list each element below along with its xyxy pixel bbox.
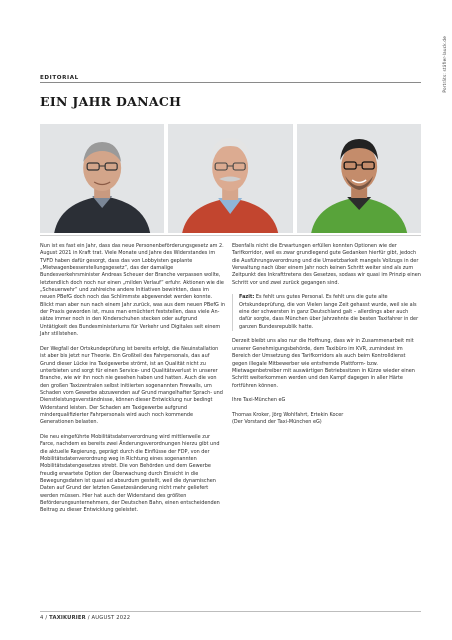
page-footer bbox=[40, 615, 130, 621]
page-number: 4 / bbox=[40, 615, 48, 621]
magazine-name: TAXIKURIER bbox=[49, 615, 86, 621]
paragraph: Derzeit bleibt uns also nur die Hoffnung, dass wir in Zusammenarbeit mit unserer Genehmigungsbehörde, dem Taxibüro im KVR, zumindest im Bereich der Umsetzung des Tarifkorridors als auch beim Kontrolldienst gegen illegale Mitbewerber wie entsfremde Plattform- bzw. Mietwagenbetreiber mit auswärtigen Betriebssitzen in Kürze wieder einen Schritt weiterkommen werden und den Kampf dagegen in aller Härte fortführen können. bbox=[232, 338, 415, 389]
portrait-row bbox=[40, 124, 421, 233]
signature-names: Thomas Kroker, Jörg Wohlfahrt, Ertekin Kocer bbox=[232, 411, 344, 418]
portrait-3-image bbox=[297, 124, 421, 233]
portrait-1 bbox=[40, 124, 164, 233]
paragraph: Nun ist es fast ein Jahr, dass das neue Personenbeförderungsgesetz am 2. August 2021 in Kraft trat. Viele Monate und Jahre des Widerstandes im TVFD haben dafür gesorgt, dass das von Lobbyisten geplante „Mietwagenbesserstellungsgesetz“, das der damalige Bundesverkehrsminister Andreas Scheuer der Branche verpassen wollte, letztendlich doch noch nur einen „milden Verlauf“ erfuhr. Aktionen wie die „Scheuerwehr“ und zahlreiche andere Initiativen bewirkten, dass im neuen PBefG doch noch das Schlimmste abgewendet werden konnte. Blickt man aber nun nach einem Jahr zurück, was aus dem neuen PBefG in der Praxis geworden ist, muss man ernüchtert feststellen, dass viele Ansätze immer noch in den Kinderschuhen stecken oder aufgrund Untätigkeit des Bundesministeriums für Verkehr und Digitales seit einem Jahr stillstehen. bbox=[40, 243, 225, 338]
right-column bbox=[232, 243, 421, 427]
issue-date: / AUGUST 2022 bbox=[87, 615, 131, 621]
portrait-3 bbox=[297, 124, 421, 233]
photo-credit: Porträts: stäfler-lauck.de bbox=[442, 36, 447, 93]
section-rubric: EDITORIAL bbox=[40, 75, 79, 81]
left-column bbox=[40, 243, 225, 522]
rubric-rule bbox=[40, 82, 421, 83]
footer-rule bbox=[40, 611, 421, 612]
signature-role: (Der Vorstand der Taxi-München eG) bbox=[232, 419, 322, 426]
paragraph: Ebenfalls nicht die Erwartungen erfüllen konnten Optionen wie der Tarifkorridor, weil es zwar grundlegend gute Gedanken hierfür gibt, jedoch die Ausführungsverordnung und die Umsetzbarkeit mangels Vollzugs in der Verwaltung nach über einem Jahr noch keinen Schritt weiter sind als zum Zeitpunkt des Inkrafttretens des Gesetzes, sodass wir quasi im Prinzip einen Schritt vor und zwei zurück gegangen sind. bbox=[232, 243, 421, 286]
portrait-1-image bbox=[40, 124, 164, 233]
photo-rule bbox=[40, 235, 421, 236]
paragraph: Die neu eingeführte Mobilitätsdatenverordnung wird mittlerweile zur Farce, nachdem es bereits zwei Änderungsverordnungen hierzu gibt und die aktuelle Regierung, geprägt durch die Einflüsse der FDP, von der Mobilitätsdatenverordnung weg in Richtung eines sogenannten Mobilitätsdatengesetzes strebt. Die von Behörden und dem Gewerbe freudig erwartete Option der Überwachung durch Einsicht in die Bewegungsdaten ist quasi ad absurdum gestellt, weil die dynamischen Daten auf Grund der letzten Gesetzesänderung nicht mehr geliefert werden müssen. Hier hat auch der Widerstand des größten Beförderungsunternehmers, der Deutschen Bahn, einen entscheidenden Beitrag zu dieser Entwicklung geleistet. bbox=[40, 433, 220, 514]
portrait-2-image bbox=[168, 124, 292, 233]
paragraph: Der Wegfall der Ortskundeprüfung ist bereits erfolgt, die Neuinstallation ist aber bis jetzt nur Theorie. Ein Großteil des Fahrpersonals, das auf Grund dieser Lücke ins Taxigewerbe strömt, ist an Qualität nicht zu unterbieten und sorgt für einen Service- und Qualitätsverlust in unserer Branche, wie wir ihn noch nie gesehen haben und hatten. Auch die von den großen Taxizentralen selbst initiierten sogenannten Firewalls, um Schaden vom Gewerbe abzuwenden auf Grund mangelhafter Sprach- und Dienstleistungsverständnisse, können dieser Entwicklung nur bedingt Widerstand leisten. Der Schaden am Taxigewerbe aufgrund minderqualifizierter Fahrpersonals wird auch noch kommende Generationen belasten. bbox=[40, 345, 223, 426]
quote-text: Es fehlt uns gutes Personal. Es fehlt uns die gute alte Ortskundeprüfung, die von Vielen lange Zeit gehasst wurde, weil sie als eine der schwersten in ganz Deutschland galt – allerdings aber auch dafür sorgte, dass München über Jahrzehnte die besten Taxifahrer in der ganzen Bundesrepublik hatte. bbox=[239, 294, 419, 330]
quote-lead: Fazit: bbox=[239, 294, 255, 301]
signature-greeting: Ihre Taxi-München eG bbox=[232, 397, 286, 404]
page-title: EIN JAHR DANACH bbox=[40, 94, 182, 109]
conclusion-quote bbox=[232, 294, 421, 331]
portrait-2 bbox=[168, 124, 292, 233]
